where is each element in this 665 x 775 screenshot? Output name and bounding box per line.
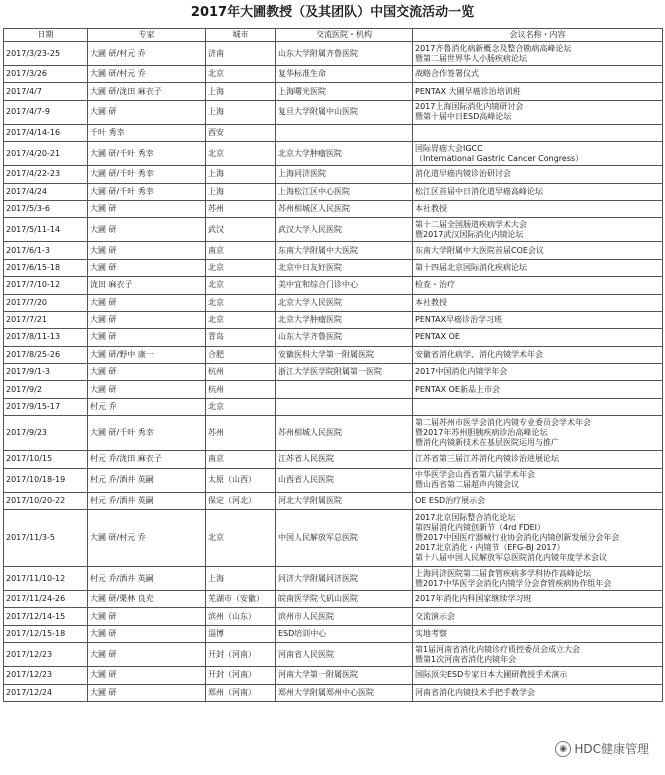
table-row xyxy=(4,311,663,328)
cell-hospital: 上海曙光医院 xyxy=(276,83,413,100)
cell-date: 2017/8/11-13 xyxy=(4,329,88,346)
cell-hospital: 河南省人民医院 xyxy=(276,643,413,667)
table-row xyxy=(4,567,663,591)
cell-city: 开封（河南） xyxy=(206,667,276,684)
table-row xyxy=(4,83,663,100)
cell-expert: 大圃 研/千叶 秀幸 xyxy=(88,416,206,451)
cell-city: 上海 xyxy=(206,183,276,200)
event-line: 江苏省第三届江苏消化内镜诊治进展论坛 xyxy=(415,454,559,464)
cell-hospital: 北京大学人民医院 xyxy=(276,294,413,311)
watermark-text: HDC健康管理 xyxy=(574,742,649,756)
cell-event xyxy=(413,492,663,509)
cell-hospital: 滨州市人民医院 xyxy=(276,608,413,625)
event-line: 暨2017中国医疗器械行业协会消化内镜创新发展分会年会 xyxy=(415,533,620,543)
table-row xyxy=(4,100,663,124)
cell-hospital: 上海同济医院 xyxy=(276,166,413,183)
cell-city: 上海 xyxy=(206,83,276,100)
cell-event xyxy=(413,218,663,242)
table-row xyxy=(4,242,663,259)
cell-expert: 村元 乔/泷田 麻衣子 xyxy=(88,451,206,468)
cell-event xyxy=(413,451,663,468)
cell-date: 2017/8/25-26 xyxy=(4,346,88,363)
cell-city: 淄博 xyxy=(206,625,276,642)
cell-city: 保定（河北） xyxy=(206,492,276,509)
cell-city: 合肥 xyxy=(206,346,276,363)
event-line: 中华医学会山西省第六届学术年会 xyxy=(415,470,535,480)
cell-date: 2017/7/21 xyxy=(4,311,88,328)
cell-event xyxy=(413,608,663,625)
event-line: 消化道早癌内镜诊治研讨会 xyxy=(415,169,511,179)
cell-expert: 大圃 研 xyxy=(88,608,206,625)
cell-city: 滨州（山东） xyxy=(206,608,276,625)
table-row xyxy=(4,643,663,667)
cell-expert: 大圃 研 xyxy=(88,643,206,667)
cell-expert: 大圃 研/村元 乔 xyxy=(88,66,206,83)
cell-expert: 大圃 研/野中 康一 xyxy=(88,346,206,363)
event-line: 第十八届中国人民解放军总医院消化内镜年度学术会议 xyxy=(415,553,607,563)
cell-hospital: 河北大学附属医院 xyxy=(276,492,413,509)
cell-expert: 大圃 研/村元 乔 xyxy=(88,42,206,66)
table-row xyxy=(4,277,663,294)
cell-expert: 大圃 研 xyxy=(88,364,206,381)
cell-event xyxy=(413,142,663,166)
cell-event xyxy=(413,364,663,381)
cell-city: 芜湖市（安徽） xyxy=(206,591,276,608)
table-row xyxy=(4,451,663,468)
header-event: 会议名称・内容 xyxy=(413,29,663,42)
cell-event xyxy=(413,667,663,684)
cell-event xyxy=(413,381,663,398)
event-line: 暨第二届世界华人小肠疾病论坛 xyxy=(415,53,527,63)
event-line: 检查・治疗 xyxy=(415,280,455,290)
cell-hospital: 苏州相城人民医院 xyxy=(276,416,413,451)
cell-city: 上海 xyxy=(206,166,276,183)
table-row xyxy=(4,684,663,701)
event-line: 暨2017中华医学会消化内镜学分会食管疾病协作组年会 xyxy=(415,578,612,588)
table-row xyxy=(4,183,663,200)
cell-city: 北京 xyxy=(206,66,276,83)
cell-expert: 大圃 研 xyxy=(88,242,206,259)
cell-event xyxy=(413,591,663,608)
table-row xyxy=(4,468,663,492)
header-city: 城市 xyxy=(206,29,276,42)
cell-city: 杭州 xyxy=(206,364,276,381)
cell-date: 2017/9/2 xyxy=(4,381,88,398)
cell-city: 北京 xyxy=(206,294,276,311)
table-row xyxy=(4,667,663,684)
cell-expert: 泷田 麻衣子 xyxy=(88,277,206,294)
table-row xyxy=(4,416,663,451)
header-hospital: 交流医院・机构 xyxy=(276,29,413,42)
table-row xyxy=(4,66,663,83)
cell-expert: 村元 乔/酒井 英嗣 xyxy=(88,468,206,492)
cell-date: 2017/9/23 xyxy=(4,416,88,451)
cell-expert: 大圃 研 xyxy=(88,311,206,328)
cell-hospital: 美中宜和综合门诊中心 xyxy=(276,277,413,294)
cell-date: 2017/9/1-3 xyxy=(4,364,88,381)
cell-city: 苏州 xyxy=(206,416,276,451)
cell-date: 2017/10/20-22 xyxy=(4,492,88,509)
cell-expert: 大圃 研/泷田 麻衣子 xyxy=(88,83,206,100)
cell-expert: 大圃 研 xyxy=(88,625,206,642)
cell-city: 济南 xyxy=(206,42,276,66)
cell-expert: 村元 乔/酒井 英嗣 xyxy=(88,492,206,509)
cell-hospital: 武汉大学人民医院 xyxy=(276,218,413,242)
cell-hospital: 河南大学第一附属医院 xyxy=(276,667,413,684)
event-line: 2017齐鲁消化病新概念及整合勘病高峰论坛 xyxy=(415,43,572,53)
cell-hospital: 北京大学肿瘤医院 xyxy=(276,311,413,328)
cell-expert: 大圃 研 xyxy=(88,381,206,398)
cell-date: 2017/11/3-5 xyxy=(4,510,88,567)
table-row xyxy=(4,625,663,642)
cell-city: 北京 xyxy=(206,277,276,294)
cell-hospital: 复华标准生命 xyxy=(276,66,413,83)
event-line: 国际胃癌大会IGCC xyxy=(415,143,483,153)
cell-city: 杭州 xyxy=(206,381,276,398)
event-line: 2017年消化内科国家继续学习班 xyxy=(415,594,532,604)
cell-hospital xyxy=(276,381,413,398)
cell-date: 2017/12/15-18 xyxy=(4,625,88,642)
cell-date: 2017/4/7-9 xyxy=(4,100,88,124)
cell-event xyxy=(413,42,663,66)
event-line: 暨2017武汉国际消化内镜论坛 xyxy=(415,229,524,239)
cell-hospital: 上海松江区中心医院 xyxy=(276,183,413,200)
cell-expert: 大圃 研 xyxy=(88,100,206,124)
wechat-icon: ◉ xyxy=(555,741,571,757)
event-line: 第1届河南省消化内镜诊疗质控委员会成立大会 xyxy=(415,644,581,654)
event-line: 本社教授 xyxy=(415,204,447,214)
cell-hospital: 东南大学附属中大医院 xyxy=(276,242,413,259)
cell-date: 2017/7/20 xyxy=(4,294,88,311)
table-row xyxy=(4,142,663,166)
cell-date: 2017/7/10-12 xyxy=(4,277,88,294)
cell-event xyxy=(413,66,663,83)
cell-date: 2017/9/15-17 xyxy=(4,398,88,415)
table-body xyxy=(4,42,663,702)
cell-hospital: 中国人民解放军总医院 xyxy=(276,510,413,567)
cell-expert: 千叶 秀幸 xyxy=(88,124,206,141)
event-line: 交流演示会 xyxy=(415,611,455,621)
table-row xyxy=(4,259,663,276)
cell-hospital: 安徽医科大学第一附属医院 xyxy=(276,346,413,363)
cell-city: 武汉 xyxy=(206,218,276,242)
cell-city: 西安 xyxy=(206,124,276,141)
activity-table xyxy=(3,28,663,702)
cell-date: 2017/3/26 xyxy=(4,66,88,83)
cell-date: 2017/4/22-23 xyxy=(4,166,88,183)
cell-city: 南京 xyxy=(206,451,276,468)
cell-date: 2017/12/23 xyxy=(4,643,88,667)
header-expert: 专家 xyxy=(88,29,206,42)
cell-event xyxy=(413,684,663,701)
cell-date: 2017/4/14-16 xyxy=(4,124,88,141)
cell-expert: 村元 乔/酒井 英嗣 xyxy=(88,567,206,591)
cell-event xyxy=(413,294,663,311)
cell-event xyxy=(413,643,663,667)
cell-date: 2017/4/24 xyxy=(4,183,88,200)
event-line: PENTAX 大圃早癌诊治培训班 xyxy=(415,86,521,96)
event-line: OE ESD治疗展示会 xyxy=(415,495,486,505)
cell-city: 太原（山西） xyxy=(206,468,276,492)
cell-hospital: 山东大学齐鲁医院 xyxy=(276,329,413,346)
cell-expert: 大圃 研 xyxy=(88,684,206,701)
cell-expert: 大圃 研 xyxy=(88,294,206,311)
cell-date: 2017/6/1-3 xyxy=(4,242,88,259)
event-line: 第四届消化内镜创新节（4rd FDEI） xyxy=(415,523,546,533)
cell-date: 2017/11/24-26 xyxy=(4,591,88,608)
cell-hospital: 江苏省人民医院 xyxy=(276,451,413,468)
cell-expert: 大圃 研/千叶 秀幸 xyxy=(88,142,206,166)
table-row xyxy=(4,124,663,141)
cell-city: 上海 xyxy=(206,567,276,591)
page-title: 2017年大圃教授（及其团队）中国交流活动一览 xyxy=(190,5,475,20)
event-line: 暨山西省第二届超声内镜会议 xyxy=(415,480,519,490)
cell-city: 北京 xyxy=(206,398,276,415)
cell-event xyxy=(413,329,663,346)
cell-date: 2017/12/24 xyxy=(4,684,88,701)
cell-date: 2017/10/18-19 xyxy=(4,468,88,492)
cell-expert: 大圃 研/栗林 良充 xyxy=(88,591,206,608)
event-line: 第二届苏州市医学会消化内镜专业委员会学术年会 xyxy=(415,418,591,428)
watermark xyxy=(553,740,651,757)
cell-hospital: ESD培训中心 xyxy=(276,625,413,642)
cell-hospital: 浙江大学医学院附属第一医院 xyxy=(276,364,413,381)
cell-expert: 村元 乔 xyxy=(88,398,206,415)
event-line: 第十四届北京国际消化疾病论坛 xyxy=(415,262,527,272)
table-row xyxy=(4,591,663,608)
cell-city: 郑州（河南） xyxy=(206,684,276,701)
cell-city: 北京 xyxy=(206,259,276,276)
table-row xyxy=(4,346,663,363)
table-row xyxy=(4,200,663,217)
table-row xyxy=(4,364,663,381)
event-line: 国际顶尖ESD专家日本大圃研教授手术演示 xyxy=(415,670,568,680)
event-line: 上海同济医院第二届食管疾病多学科协作高峰论坛 xyxy=(415,568,591,578)
event-line: 2017北京消化・内镜节（EFG-BJ 2017） xyxy=(415,543,565,553)
table-row xyxy=(4,381,663,398)
event-line: 本社教授 xyxy=(415,297,447,307)
cell-event xyxy=(413,468,663,492)
cell-event xyxy=(413,166,663,183)
cell-expert: 大圃 研 xyxy=(88,667,206,684)
cell-event xyxy=(413,259,663,276)
cell-city: 北京 xyxy=(206,311,276,328)
cell-expert: 大圃 研 xyxy=(88,259,206,276)
table-row xyxy=(4,510,663,567)
event-line: 战略合作签署仪式 xyxy=(415,69,479,79)
header-date: 日期 xyxy=(4,29,88,42)
cell-date: 2017/12/14-15 xyxy=(4,608,88,625)
cell-event xyxy=(413,625,663,642)
table-row xyxy=(4,294,663,311)
cell-hospital: 山东大学附属齐鲁医院 xyxy=(276,42,413,66)
cell-hospital: 山西省人民医院 xyxy=(276,468,413,492)
table-header-row xyxy=(4,29,663,42)
event-line: 东南大学附属中大医院首届COE会议 xyxy=(415,245,544,255)
event-line: 实地考察 xyxy=(415,629,447,638)
cell-event xyxy=(413,83,663,100)
event-line: 2017中国消化内镜学年会 xyxy=(415,367,508,377)
table-row xyxy=(4,42,663,66)
cell-hospital: 北京大学肿瘤医院 xyxy=(276,142,413,166)
cell-event xyxy=(413,346,663,363)
cell-expert: 大圃 研/千叶 秀幸 xyxy=(88,183,206,200)
cell-expert: 大圃 研 xyxy=(88,200,206,217)
cell-city: 开封（河南） xyxy=(206,643,276,667)
cell-event xyxy=(413,124,663,141)
cell-event xyxy=(413,183,663,200)
cell-hospital: 皖南医学院弋矶山医院 xyxy=(276,591,413,608)
cell-hospital xyxy=(276,398,413,415)
cell-date: 2017/3/23-25 xyxy=(4,42,88,66)
table-row xyxy=(4,398,663,415)
cell-city: 苏州 xyxy=(206,200,276,217)
event-line: 安徽省消化病学、消化内镜学术年会 xyxy=(415,349,543,359)
cell-date: 2017/11/10-12 xyxy=(4,567,88,591)
cell-date: 2017/10/15 xyxy=(4,451,88,468)
cell-date: 2017/12/23 xyxy=(4,667,88,684)
event-line: 2017上海国际消化内镜研讨会 xyxy=(415,102,524,112)
cell-date: 2017/6/15-18 xyxy=(4,259,88,276)
cell-city: 南京 xyxy=(206,242,276,259)
event-line: PENTAX OE新品上市会 xyxy=(415,384,500,394)
event-line: 第十二届全国肠道疾病学术大会 xyxy=(415,219,527,229)
cell-hospital: 同济大学附属同济医院 xyxy=(276,567,413,591)
cell-event xyxy=(413,510,663,567)
table-row xyxy=(4,218,663,242)
cell-event xyxy=(413,398,663,415)
event-line: （International Gastric Cancer Congress） xyxy=(415,153,584,163)
cell-event xyxy=(413,277,663,294)
cell-event xyxy=(413,416,663,451)
table-row xyxy=(4,608,663,625)
table-row xyxy=(4,166,663,183)
cell-hospital xyxy=(276,124,413,141)
cell-expert: 大圃 研/村元 乔 xyxy=(88,510,206,567)
cell-hospital: 复旦大学附属中山医院 xyxy=(276,100,413,124)
cell-event xyxy=(413,311,663,328)
cell-city: 北京 xyxy=(206,510,276,567)
cell-date: 2017/4/7 xyxy=(4,83,88,100)
event-line: 暨第十届中日ESD高峰论坛 xyxy=(415,112,512,122)
cell-date: 2017/4/20-21 xyxy=(4,142,88,166)
event-line: PENTAX早癌诊治学习班 xyxy=(415,315,503,325)
cell-event xyxy=(413,242,663,259)
event-line: 暨消化内镜新技术在基层医院运用与推广 xyxy=(415,438,559,448)
event-line: PENTAX OE xyxy=(415,332,460,342)
event-line: 河南省消化内镜技术手把手教学会 xyxy=(415,687,535,697)
cell-hospital: 苏州相城区人民医院 xyxy=(276,200,413,217)
cell-date: 2017/5/11-14 xyxy=(4,218,88,242)
cell-event xyxy=(413,200,663,217)
cell-expert: 大圃 研 xyxy=(88,218,206,242)
cell-event xyxy=(413,100,663,124)
cell-event xyxy=(413,567,663,591)
cell-expert: 大圃 研 xyxy=(88,329,206,346)
cell-date: 2017/5/3-6 xyxy=(4,200,88,217)
cell-city: 北京 xyxy=(206,142,276,166)
table-row xyxy=(4,329,663,346)
cell-city: 上海 xyxy=(206,100,276,124)
event-line: 2017北京国际整合消化论坛 xyxy=(415,513,516,523)
event-line: 暨2017年苏州胆胰疾病诊治高峰论坛 xyxy=(415,428,548,438)
cell-expert: 大圃 研/千叶 秀幸 xyxy=(88,166,206,183)
event-line: 暨第1次河南省消化内镜年会 xyxy=(415,654,517,664)
cell-city: 青岛 xyxy=(206,329,276,346)
cell-hospital: 北京中日友好医院 xyxy=(276,259,413,276)
cell-hospital: 郑州大学附属郑州中心医院 xyxy=(276,684,413,701)
event-line: 松江区首届中日消化道早癌高峰论坛 xyxy=(415,186,543,196)
table-row xyxy=(4,492,663,509)
